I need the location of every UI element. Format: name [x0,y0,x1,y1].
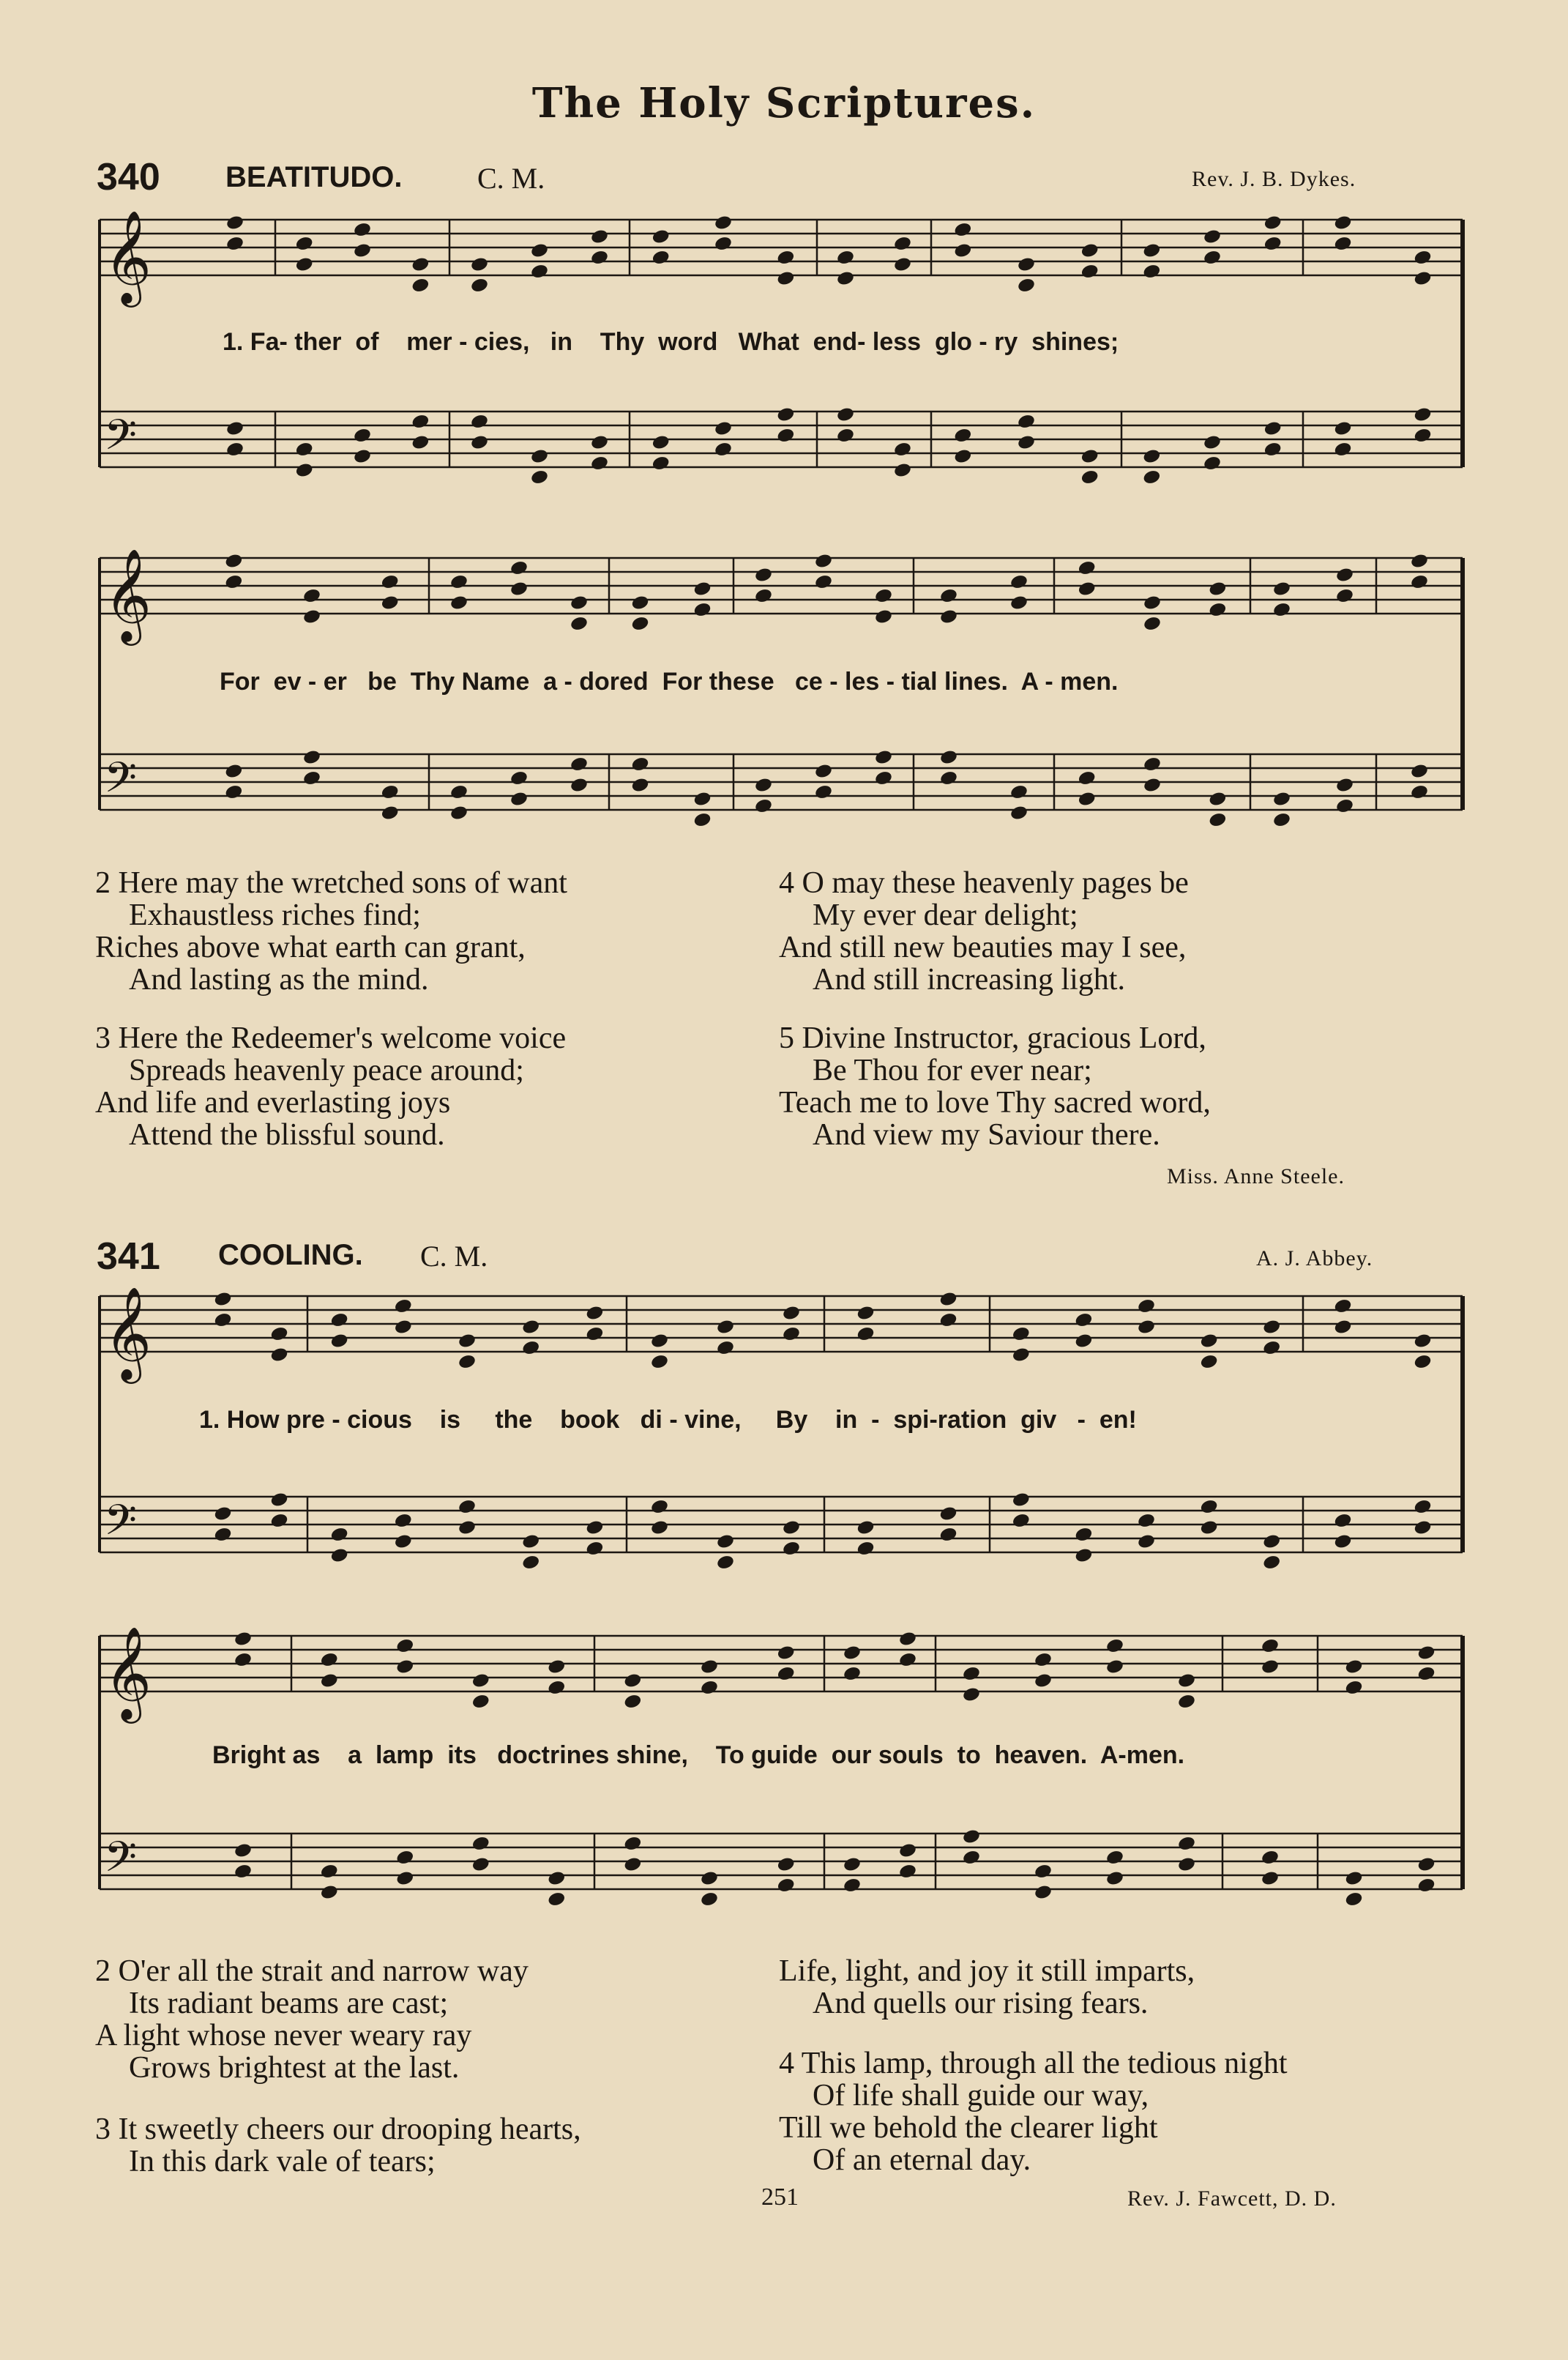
note-head [1261,1849,1280,1866]
note-head [1177,1672,1196,1689]
note-head [1177,1856,1196,1873]
note-head [898,1863,917,1880]
hymn-341-number: 341 [97,1235,160,1278]
note-head [1105,1637,1124,1654]
note-head [700,1870,719,1887]
note-head [1344,1870,1363,1887]
hymn-341-verse-3 [95,2113,581,2178]
verse-line: 2 Here may the wretched sons of want [95,866,567,900]
note-head [395,1870,414,1887]
note-head [547,1679,566,1696]
treble-clef-icon: 𝄞 [104,1286,152,1380]
note-head [471,1672,490,1689]
verse-line: And view my Saviour there. [813,1118,1160,1152]
note-head [962,1849,981,1866]
verse-line: And lasting as the mind. [129,963,429,997]
verse-line: Grows brightest at the last. [129,2051,460,2085]
verse-line: 3 It sweetly cheers our drooping hearts, [95,2113,581,2146]
note-head [962,1828,981,1845]
note-head [1416,1645,1436,1661]
note-head [700,1679,719,1696]
verse-line: Its radiant beams are cast; [129,1987,449,2020]
verse-line: My ever dear delight; [813,898,1078,932]
note-head [843,1877,862,1894]
note-head [234,1631,253,1648]
note-head [1105,1659,1124,1675]
note-head [1261,1659,1280,1675]
note-head [1416,1856,1436,1873]
hymn-340-lyrics-line-2: For ev - er be Thy Name a - dored For these ce - les - tial lines. A - men. [220,668,1119,696]
verse-line: And quells our rising fears. [813,1987,1149,2020]
verse-line: In this dark vale of tears; [129,2145,436,2178]
note-head [234,1842,253,1859]
note-head [962,1686,981,1703]
note-head [898,1842,917,1859]
hymn-341-verse-4 [779,2047,1288,2176]
hymn-341-lyrics-line-1: 1. How pre - cious is the book di - vine, By in - spi-ration giv - en! [199,1406,1137,1434]
note-head [1034,1651,1053,1668]
note-head [395,1659,414,1675]
note-head [777,1856,796,1873]
verse-line: Till we behold the clearer light [779,2111,1158,2145]
treble-clef-icon: 𝄞 [104,209,152,303]
hymn-341-verse-2 [95,1955,529,2084]
note-head [623,1856,642,1873]
note-head [547,1891,566,1907]
note-head [1177,1835,1196,1852]
note-head [623,1672,642,1689]
note-head [1034,1672,1053,1689]
note-head [320,1651,339,1668]
note-head [320,1884,339,1901]
verse-line: 5 Divine Instructor, gracious Lord, [779,1021,1206,1055]
note-head [471,1693,490,1710]
note-head [777,1645,796,1661]
verse-line: And still increasing light. [813,963,1125,997]
hymn-340-lyrics-line-1: 1. Fa- ther of mer - cies, in Thy word What end- less glo - ry shines; [223,328,1119,356]
note-head [623,1693,642,1710]
note-head [777,1665,796,1682]
verse-line: Of life shall guide our way, [813,2079,1149,2113]
note-head [471,1835,490,1852]
bass-clef-icon: 𝄢 [104,753,138,813]
hymn-341-verse-3-continued [779,1955,1195,2020]
note-head [547,1870,566,1887]
note-head [1416,1877,1436,1894]
note-head [700,1891,719,1907]
bass-clef-icon: 𝄢 [104,410,138,470]
verse-line: Riches above what earth can grant, [95,931,526,964]
note-head [1344,1891,1363,1907]
note-head [898,1651,917,1668]
note-head [395,1849,414,1866]
verse-line: 2 O'er all the strait and narrow way [95,1954,529,1988]
verse-line: Be Thou for ever near; [813,1054,1092,1087]
note-head [1034,1863,1053,1880]
note-head [471,1856,490,1873]
verse-line: 3 Here the Redeemer's welcome voice [95,1021,567,1055]
verse-line: Of an eternal day. [813,2143,1031,2177]
note-head [1177,1693,1196,1710]
note-head [1034,1884,1053,1901]
note-head [700,1659,719,1675]
section-title: The Holy Scriptures. [531,79,1037,127]
note-head [234,1651,253,1668]
note-head [1344,1679,1363,1696]
verse-line: Teach me to love Thy sacred word, [779,1086,1211,1120]
hymn-341-meter: C. M. [420,1240,488,1273]
note-head [320,1672,339,1689]
verse-line: Attend the blissful sound. [129,1118,445,1152]
hymn-340-composer: Rev. J. B. Dykes. [1192,167,1356,191]
note-head [320,1863,339,1880]
note-head [234,1863,253,1880]
verse-line: Spreads heavenly peace around; [129,1054,524,1087]
note-head [1416,1665,1436,1682]
note-head [843,1645,862,1661]
verse-line: Life, light, and joy it still imparts, [779,1954,1195,1988]
page-number: 251 [761,2184,799,2211]
note-head [1344,1659,1363,1675]
hymn-340-author: Miss. Anne Steele. [1167,1164,1345,1188]
verse-line: Exhaustless riches find; [129,898,421,932]
note-head [898,1631,917,1648]
bass-clef-icon: 𝄢 [104,1495,138,1555]
hymn-341-composer: A. J. Abbey. [1256,1246,1373,1270]
hymn-340-tune: BEATITUDO. [225,161,403,193]
verse-line: 4 This lamp, through all the tedious night [779,2047,1288,2080]
note-head [1105,1870,1124,1887]
treble-clef-icon: 𝄞 [104,1626,152,1719]
note-head [623,1835,642,1852]
note-head [843,1856,862,1873]
note-head [962,1665,981,1682]
verse-line: A light whose never weary ray [95,2019,472,2052]
bass-clef-icon: 𝄢 [104,1832,138,1892]
hymn-340-meter: C. M. [477,162,545,195]
verse-line: And life and everlasting joys [95,1086,451,1120]
hymn-341-tune: COOLING. [218,1239,363,1271]
verse-line: And still new beauties may I see, [779,931,1187,964]
hymn-341-lyrics-line-2: Bright as a lamp its doctrines shine, To guide our souls to heaven. A-men. [212,1741,1185,1769]
note-head [1261,1870,1280,1887]
hymn-341-author: Rev. J. Fawcett, D. D. [1127,2186,1337,2211]
note-head [395,1637,414,1654]
note-head [547,1659,566,1675]
note-head [843,1665,862,1682]
note-head [1105,1849,1124,1866]
hymn-340-number: 340 [97,156,160,198]
note-head [777,1877,796,1894]
verse-line: 4 O may these heavenly pages be [779,866,1189,900]
note-head [1261,1637,1280,1654]
treble-clef-icon: 𝄞 [104,548,152,641]
